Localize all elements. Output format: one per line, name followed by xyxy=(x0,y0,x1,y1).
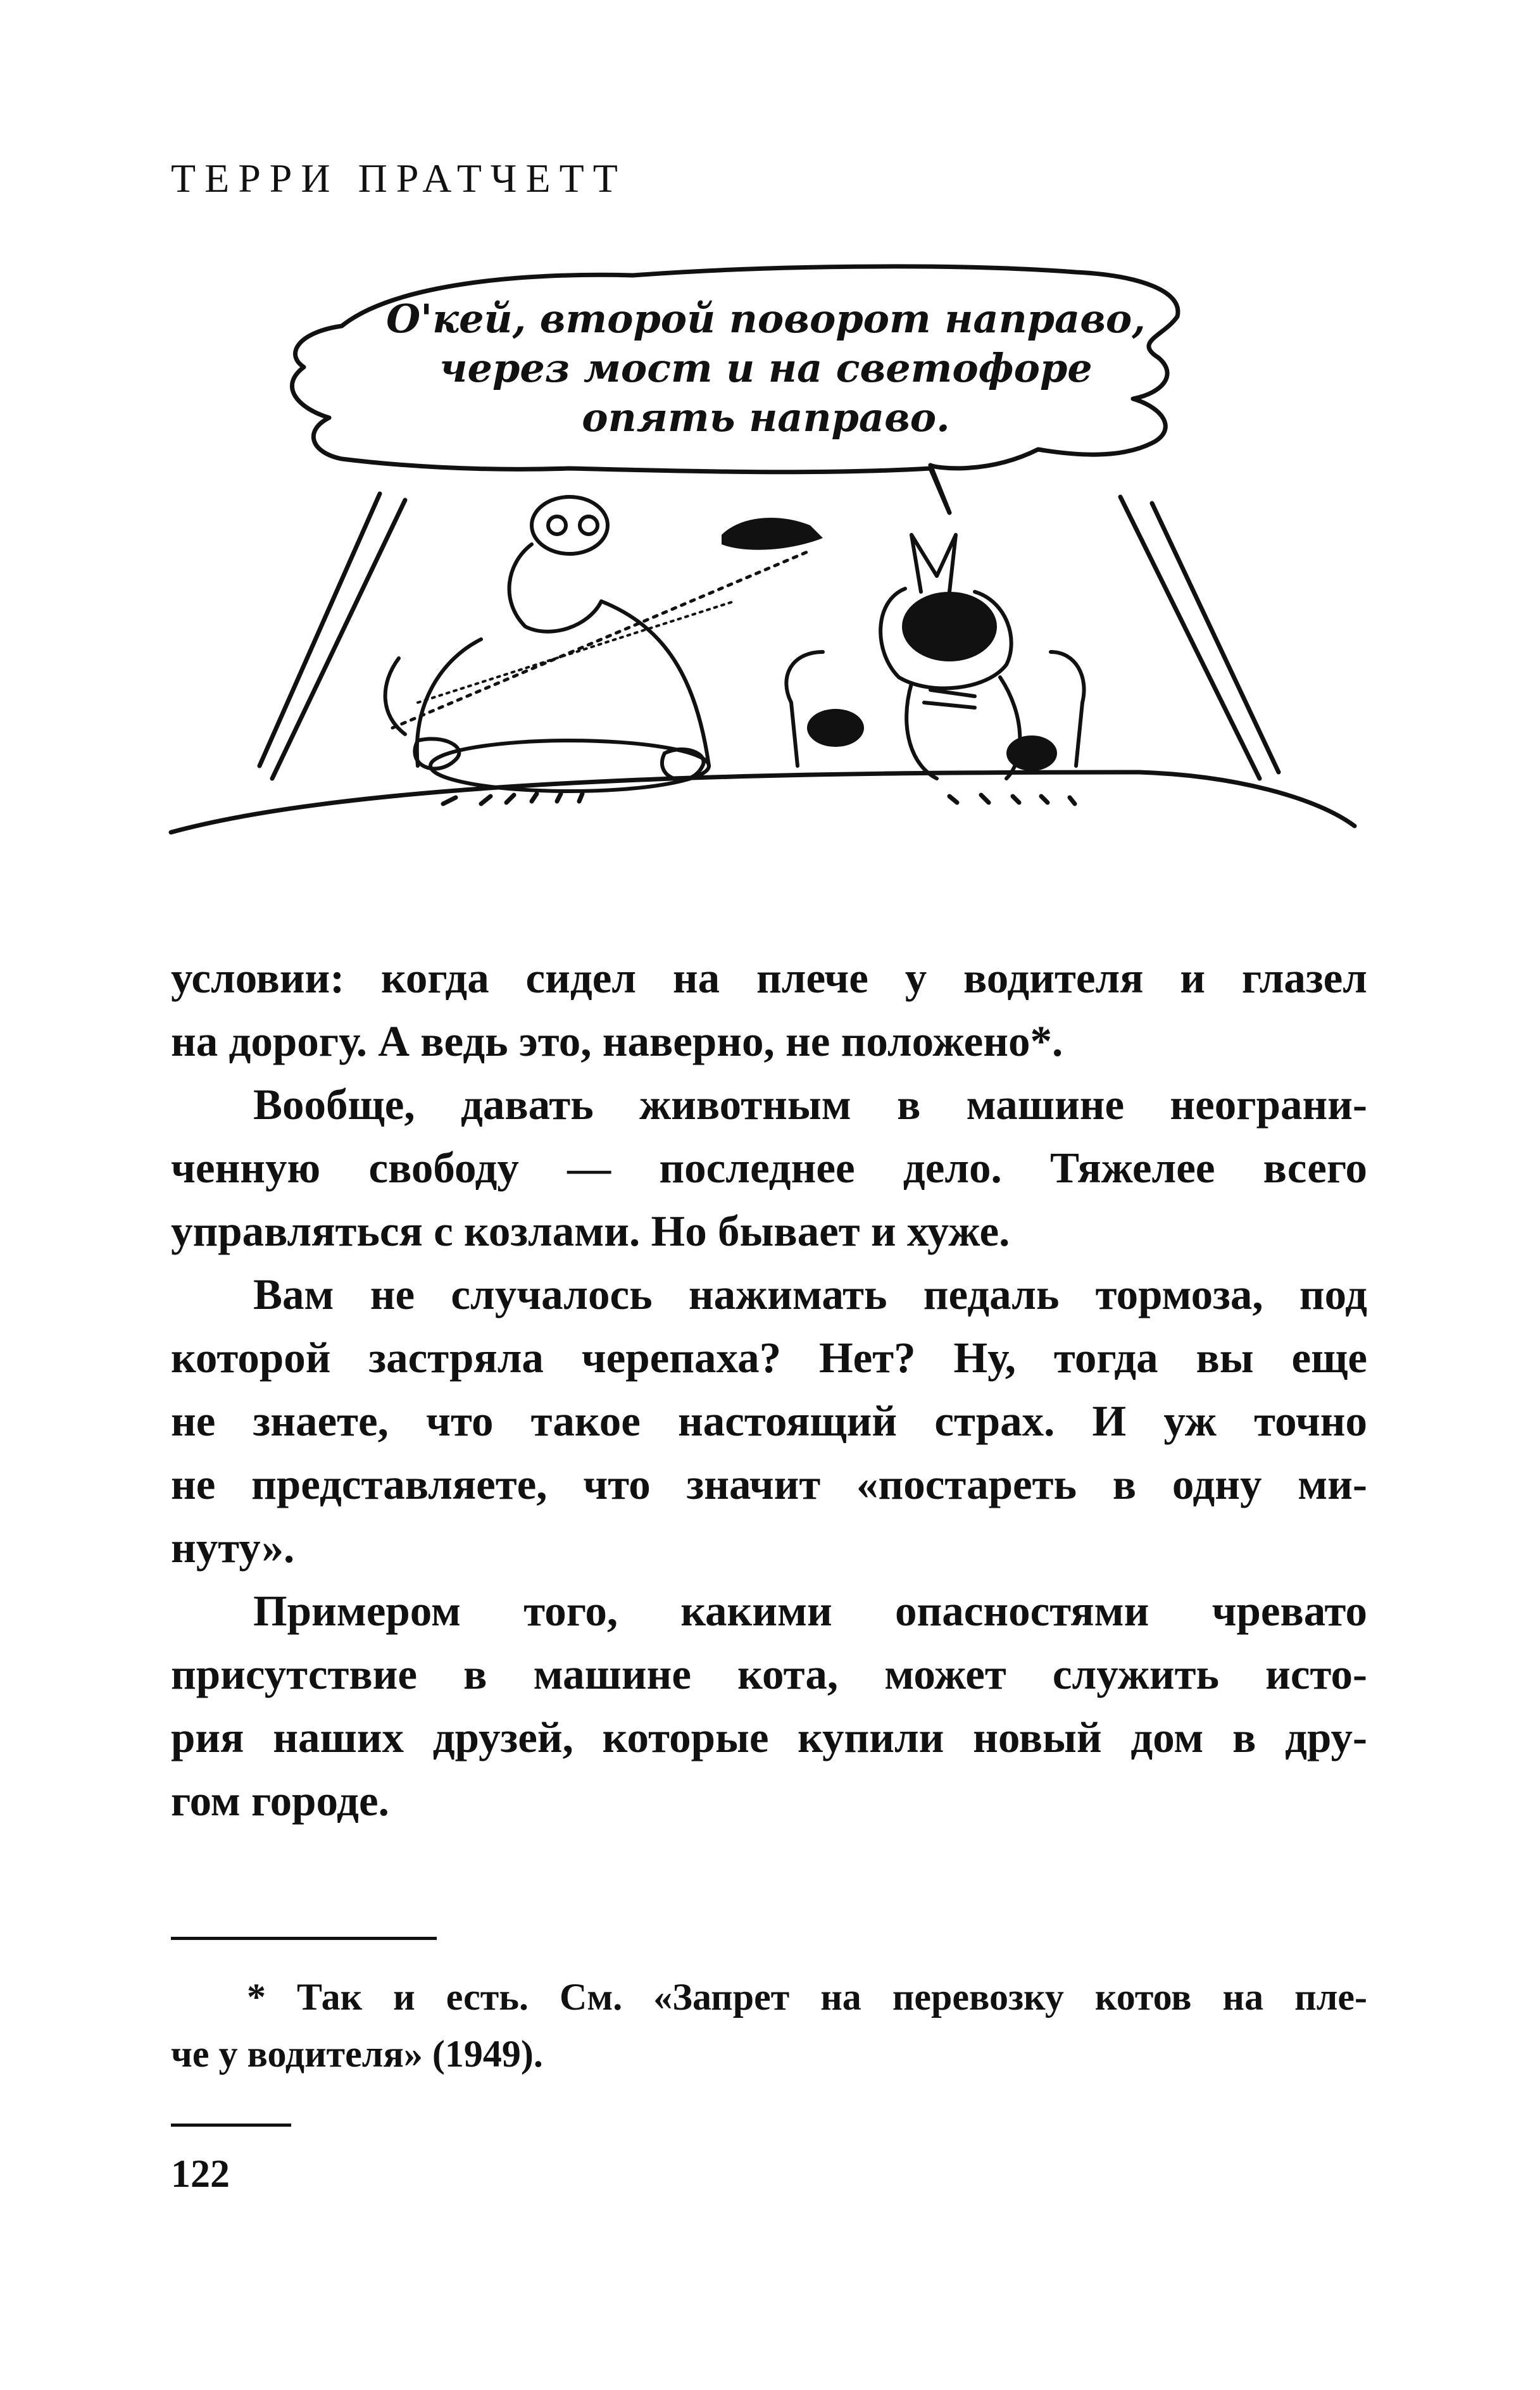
body-line: Примером того, какими опасностями чревато xyxy=(253,1587,1367,1635)
footnote-line: че у водителя» (1949). xyxy=(171,2033,543,2075)
body-line: ченную свободу — последнее дело. Тяжелее всего xyxy=(171,1144,1367,1192)
cat-markings-icon xyxy=(807,592,1057,771)
body-line: гом городе. xyxy=(171,1777,389,1825)
body-text xyxy=(171,946,1367,1832)
body-line: рия наших друзей, которые купили новый дом в дру- xyxy=(171,1713,1367,1761)
body-line: присутствие в машине кота, может служить исто- xyxy=(171,1650,1367,1698)
speech-bubble-text xyxy=(354,294,1177,442)
footnote-line: * Так и есть. См. «Запрет на перевозку котов на пле- xyxy=(247,1976,1367,2018)
body-line: управляться с козлами. Но бывает и хуже. xyxy=(171,1207,1010,1255)
body-line: Вам не случалось нажимать педаль тормоза, под xyxy=(253,1270,1367,1318)
body-line: условии: когда сидел на плече у водителя и глазел xyxy=(171,954,1367,1002)
page-number-divider xyxy=(171,2124,291,2127)
page-number: 122 xyxy=(171,2153,230,2196)
body-line: Вообще, давать животным в машине неограни- xyxy=(253,1080,1367,1129)
running-head: ТЕРРИ ПРАТЧЕТТ xyxy=(171,156,627,201)
footnote-divider xyxy=(171,1937,437,1940)
driver-hat-icon xyxy=(722,518,823,550)
body-line: на дорогу. А ведь это, наверно, не положено*. xyxy=(171,1017,1063,1065)
speech-bubble-line: О'кей, второй поворот направо, xyxy=(386,296,1146,342)
speech-bubble-line: через мост и на светофоре xyxy=(439,345,1092,391)
body-line: которой застряла черепаха? Нет? Ну, тогда вы еще xyxy=(171,1334,1367,1382)
body-line: нуту». xyxy=(171,1523,295,1572)
footnote xyxy=(171,1968,1367,2082)
speech-bubble-line: опять направо. xyxy=(582,394,950,441)
body-line: не представляете, что значит «постареть в одну ми- xyxy=(171,1460,1367,1508)
body-line: не знаете, что такое настоящий страх. И уж точно xyxy=(171,1397,1367,1445)
